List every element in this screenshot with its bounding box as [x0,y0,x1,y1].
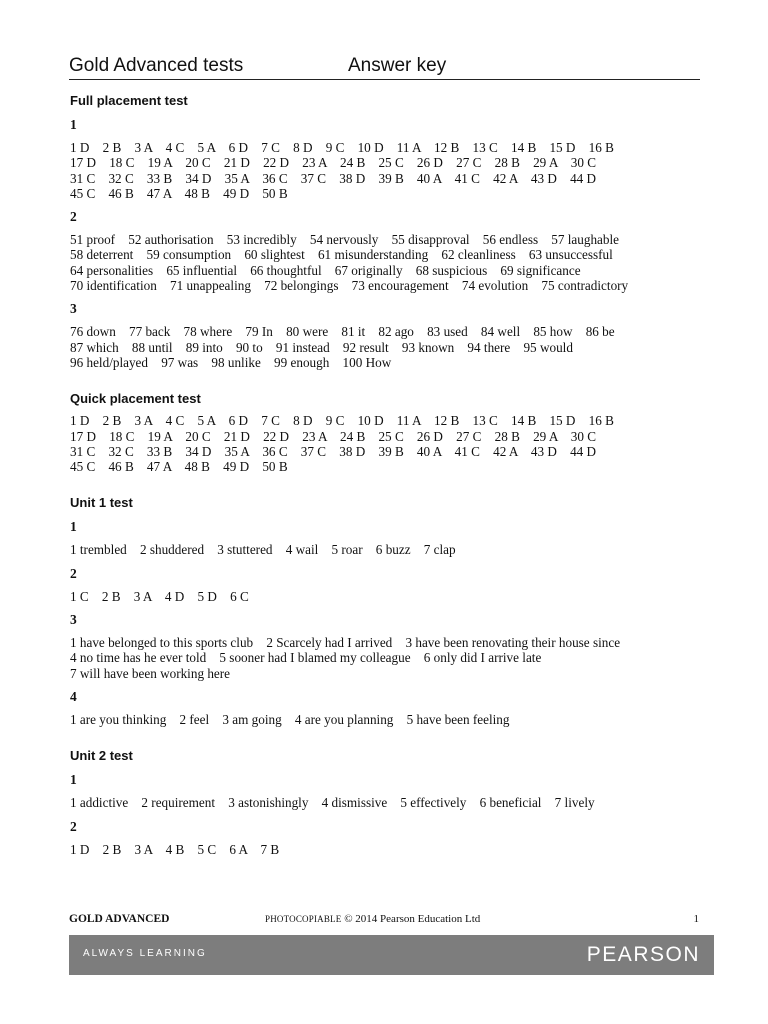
answer-block [70,635,710,681]
answer-block [70,324,710,370]
document-subtitle: Answer key [348,55,447,76]
answer-line: 31 C 32 C 33 B 34 D 35 A 36 C 37 C 38 D 39 B 40 A 41 C 42 A 43 D 44 D [70,170,597,186]
part-number: 3 [70,301,77,317]
answer-line: 45 C 46 B 47 A 48 B 49 D 50 B [70,459,288,475]
part-number: 3 [70,612,77,628]
section-title: Full placement test [70,93,188,108]
answer-line: 4 no time has he ever told 5 sooner had I blamed my colleague 6 only did I arrive late [70,650,542,666]
answer-line: 31 C 32 C 33 B 34 D 35 A 36 C 37 C 38 D 39 B 40 A 41 C 42 A 43 D 44 D [70,443,597,459]
answer-block [70,232,710,293]
footer-brand: GOLD ADVANCED [69,913,170,925]
section-unit-1 [70,495,710,727]
answer-line: 45 C 46 B 47 A 48 B 49 D 50 B [70,185,288,201]
answer-line: 87 which 88 until 89 into 90 to 91 instead 92 result 93 known 94 there 95 would [70,339,573,355]
part-number: 2 [70,209,77,225]
document-title: Gold Advanced tests [69,55,244,76]
section-unit-2 [70,748,710,857]
part-number: 1 [70,519,77,535]
part-number: 2 [70,565,77,581]
answer-block [70,589,710,604]
answer-line: 1 are you thinking 2 feel 3 am going 4 are you planning 5 have been feeling [70,711,510,727]
answer-block [70,842,710,857]
copyright-text: © 2014 Pearson Education Ltd [341,913,481,925]
photocopiable-label: PHOTOCOPIABLE [265,914,342,924]
answer-line: 70 identification 71 unappealing 72 belongings 73 encouragement 74 evolution 75 contradictory [70,278,629,294]
answer-line: 1 addictive 2 requirement 3 astonishingly 4 dismissive 5 effectively 6 beneficial 7 lively [70,795,595,811]
answer-line: 1 C 2 B 3 A 4 D 5 D 6 C [70,588,249,604]
answer-line: 1 D 2 B 3 A 4 B 5 C 6 A 7 B [70,841,280,857]
section-title: Unit 2 test [70,748,133,764]
answer-key-content [70,93,710,857]
answer-line: 96 held/played 97 was 98 unlike 99 enough 100 How [70,354,392,370]
part-number: 1 [70,117,77,132]
answer-block [70,140,710,201]
answer-line: 1 have belonged to this sports club 2 Scarcely had I arrived 3 have been renovating their house since [70,635,621,651]
section-full-placement [70,93,710,370]
answer-line: 17 D 18 C 19 A 20 C 21 D 22 D 23 A 24 B 25 C 26 D 27 C 28 B 29 A 30 C [70,428,597,444]
publisher-bar [69,935,714,975]
page-number: 1 [693,913,699,925]
answer-line: 76 down 77 back 78 where 79 In 80 were 81 it 82 ago 83 used 84 well 85 how 86 be [70,324,615,340]
part-number: 1 [70,772,77,788]
answer-line: 1 D 2 B 3 A 4 C 5 A 6 D 7 C 8 D 9 C 10 D 11 A 12 B 13 C 14 B 15 D 16 B [70,413,614,429]
footer-copyright [265,913,480,925]
answer-line: 7 will have been working here [70,665,231,681]
answer-line: 1 trembled 2 shuddered 3 stuttered 4 wail 5 roar 6 buzz 7 clap [70,542,456,558]
pearson-logo: PEARSON [586,943,700,966]
answer-block [70,795,710,810]
section-title: Unit 1 test [70,495,133,511]
section-quick-placement [70,391,710,474]
page-footer [69,913,699,929]
answer-line: 51 proof 52 authorisation 53 incredibly 54 nervously 55 disapproval 56 endless 57 laughable [70,232,620,248]
answer-line: 17 D 18 C 19 A 20 C 21 D 22 D 23 A 24 B 25 C 26 D 27 C 28 B 29 A 30 C [70,155,597,171]
part-number: 2 [70,818,77,834]
tagline: ALWAYS LEARNING [83,948,207,959]
answer-block [70,542,710,557]
answer-line: 1 D 2 B 3 A 4 C 5 A 6 D 7 C 8 D 9 C 10 D 11 A 12 B 13 C 14 B 15 D 16 B [70,140,614,155]
part-number: 4 [70,688,77,704]
answer-line: 64 personalities 65 influential 66 thoughtful 67 originally 68 suspicious 69 significance [70,262,581,278]
answer-block [70,712,710,727]
answer-line: 58 deterrent 59 consumption 60 slightest 61 misunderstanding 62 cleanliness 63 unsuccessful [70,247,613,263]
section-title: Quick placement test [70,391,201,407]
page-header [69,53,700,80]
answer-block [70,413,710,474]
